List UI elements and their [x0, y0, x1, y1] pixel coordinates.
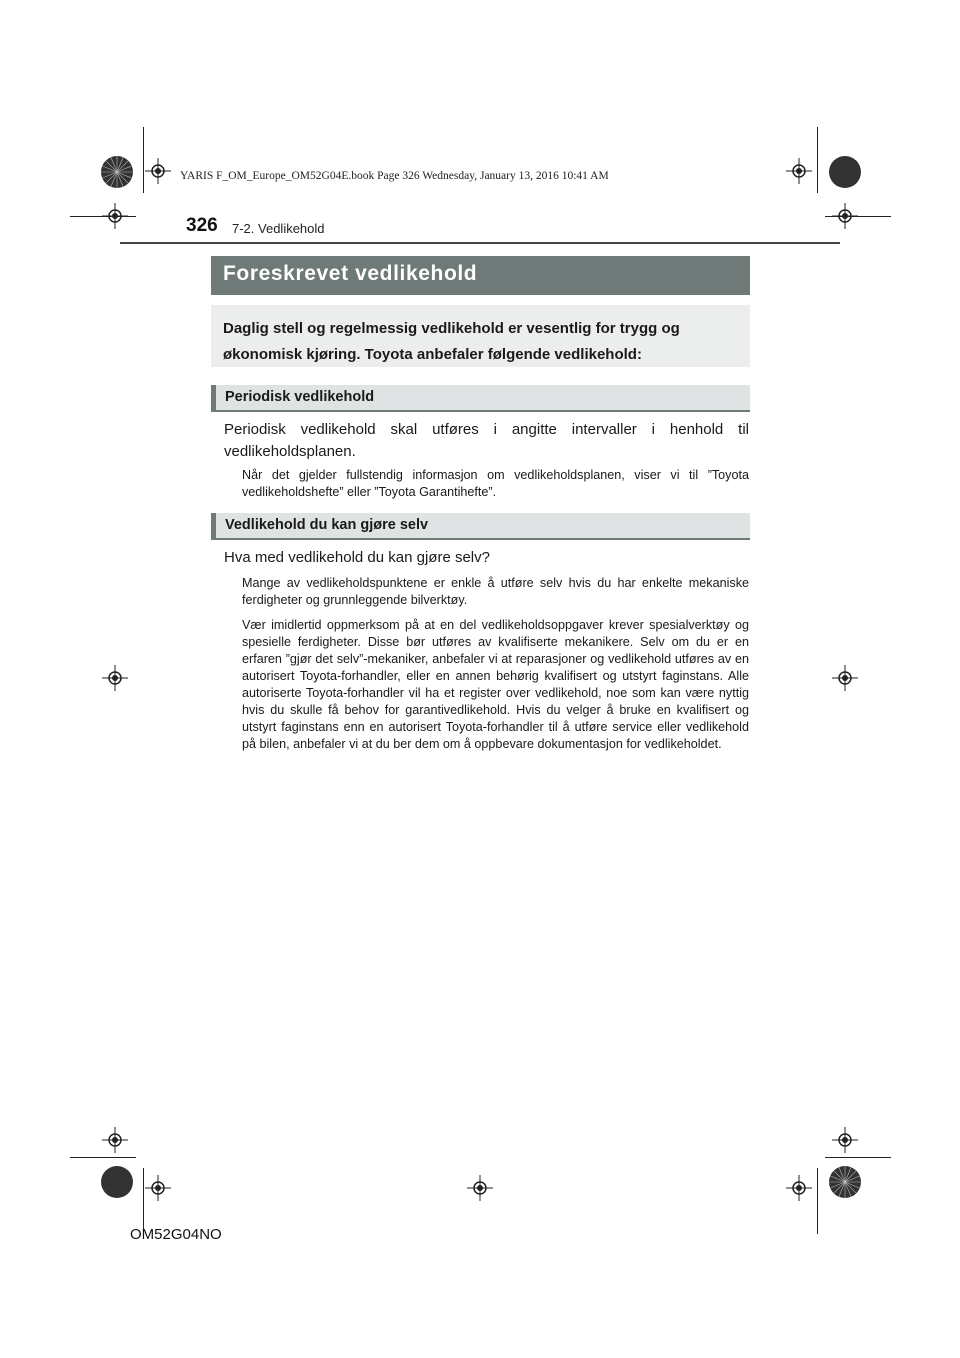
registration-mark-icon — [832, 1127, 858, 1153]
sunburst-mark-icon — [828, 155, 862, 189]
registration-mark-icon — [102, 1127, 128, 1153]
intro-text: Daglig stell og regelmessig vedlikehold er vesentlig for trygg og økonomisk kjøring. Toyota anbefaler følgende vedlikehold: — [211, 305, 750, 367]
registration-mark-icon — [467, 1175, 493, 1201]
crop-line — [825, 1157, 891, 1158]
section-note-diy-1: Mange av vedlikeholdspunktene er enkle å utføre selv hvis du har enkelte mekaniske ferdigheter og grunnleggende bilverktøy. — [242, 576, 749, 607]
document-code: OM52G04NO — [130, 1226, 222, 1243]
registration-mark-icon — [145, 158, 171, 184]
sunburst-mark-icon — [100, 155, 134, 189]
sunburst-mark-icon — [100, 1165, 134, 1199]
crop-line — [817, 127, 818, 193]
crop-line — [143, 1168, 144, 1234]
page-title: Foreskrevet vedlikehold — [211, 256, 750, 295]
registration-mark-icon — [832, 203, 858, 229]
crop-line — [70, 1157, 136, 1158]
section-heading-periodic: Periodisk vedlikehold — [211, 385, 750, 412]
section-body-periodic: Periodisk vedlikehold skal utføres i angitte intervaller i henhold til vedlikeholdsplanen. — [224, 421, 749, 460]
section-heading-diy: Vedlikehold du kan gjøre selv — [211, 513, 750, 540]
sunburst-mark-icon — [828, 1165, 862, 1199]
book-info: YARIS F_OM_Europe_OM52G04E.book Page 326 Wednesday, January 13, 2016 10:41 AM — [180, 170, 609, 182]
registration-mark-icon — [102, 203, 128, 229]
crop-line — [817, 1168, 818, 1234]
section-note-periodic: Når det gjelder fullstendig informasjon om vedlikeholdsplanen, viser vi til ”Toyota vedlikeholdshefte” eller ”Toyota Garantihefte”. — [242, 468, 749, 499]
section-note-diy-2: Vær imidlertid oppmerksom på at en del vedlikeholdsoppgaver krever spesialverktøy og spesielle ferdigheter. Disse bør utføres av kvalifiserte mekanikere. Selv om du er en erfaren ”gjør det selv”-mekaniker, anbefaler vi at reparasjoner og vedlikehold utføres av en autorisert Toyota-forhandler, eller en annen behørig kvalifisert og utstyrt faginstans. Alle autoriserte Toyota-forhandler vil ha et register over vedlikehold, noe som kan være nyttig hvis du skulle få behov for garantivedlikehold. Hvis du velger å bruke en kvalifisert og utstyrt faginstans enn en autorisert Toyota-forhandler til å utføre service eller vedlikehold på bilen, anbefaler vi at du ber dem om å oppbevare dokumentasjon for vedlikeholdet. — [242, 618, 749, 751]
registration-mark-icon — [786, 158, 812, 184]
page-number: 326 — [186, 215, 218, 236]
header-rule — [120, 242, 840, 244]
registration-mark-icon — [145, 1175, 171, 1201]
section-body-diy: Hva med vedlikehold du kan gjøre selv? — [224, 549, 490, 566]
crop-line — [143, 127, 144, 193]
registration-mark-icon — [102, 665, 128, 691]
section-reference: 7-2. Vedlikehold — [232, 221, 325, 236]
registration-mark-icon — [832, 665, 858, 691]
registration-mark-icon — [786, 1175, 812, 1201]
